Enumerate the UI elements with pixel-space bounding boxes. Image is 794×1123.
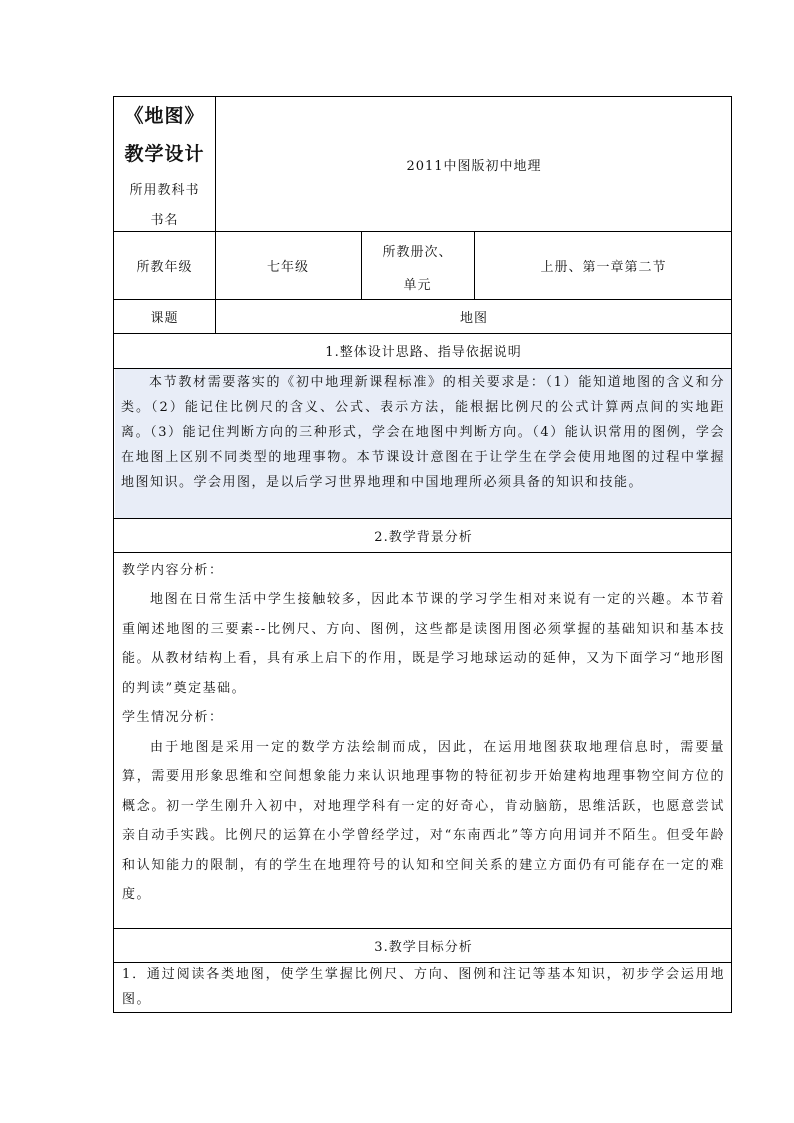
section1-highlight — [115, 369, 731, 518]
doc-title-line2: 教学设计 — [124, 143, 205, 165]
lesson-plan-table — [113, 96, 732, 1013]
section3-heading: 3.教学目标分析 — [374, 939, 473, 955]
volume-label-line1: 所教册次、 — [382, 245, 453, 260]
section1-heading: 1.整体设计思路、指导依据说明 — [325, 345, 522, 360]
topic-label: 课题 — [150, 310, 179, 326]
section1-body: 本节教材需要落实的《初中地理新课程标准》的相关要求是：（1）能知道地图的含义和分类。（2）能记住比例尺的含义、公式、表示方法，能根据比例尺的公式计算两点间的实地距离。（3）能记住判断方向的三种形式，学会在地图中判断方向。（4）能认识常用的图例，学会在地图上区别不同类型的地理事物。本节课设计意图在于让学生在学会使用地图的过程中掌握地图知识。学会用图，是以后学习世界地理和中国地理所必须具备的知识和技能。 — [121, 375, 725, 490]
topic-value: 地图 — [459, 310, 488, 326]
section2-body-cell — [114, 553, 733, 928]
student-analysis-body: 由于地图是采用一定的数学方法绘制而成，因此，在运用地图获取地理信息时，需要量算，需要用形象思维和空间想象能力来认识地理事物的特征初步开始建构地理事物空间方位的概念。初一学生刚升入初中，对地理学科有一定的好奇心，肯动脑筋，思维活跃，也愿意尝试亲自动手实践。比例尺的运算在小学曾经学过，对“东南西北”等方向用词并不陌生。但受年龄和认知能力的限制，有的学生在地理符号的认知和空间关系的建立方面仍有可能存在一定的难度。 — [122, 739, 725, 902]
grade-label: 所教年级 — [136, 259, 193, 275]
section2-heading: 2.教学背景分析 — [374, 529, 473, 545]
title-cell — [114, 97, 215, 231]
textbook-value: 2011中图版初中地理 — [406, 158, 542, 174]
section3-body-cell — [114, 963, 733, 1013]
section3-body: 1．通过阅读各类地图，使学生掌握比例尺、方向、图例和注记等基本知识，初步学会运用地图。 — [122, 967, 725, 1007]
textbook-label-line2: 书名 — [150, 213, 179, 228]
grade-value: 七年级 — [266, 259, 309, 275]
student-analysis-label: 学生情况分析： — [122, 710, 224, 725]
textbook-label-line1: 所用教科书 — [129, 183, 200, 198]
content-analysis-body: 地图在日常生活中学生接触较多，因此本节课的学习学生相对来说有一定的兴趣。本节着重阐述地图的三要素--比例尺、方向、图例，这些都是读图用图必须掌握的基础知识和基本技能。从教材结构上看，具有承上启下的作用，既是学习地球运动的延伸，又为下面学习“地形图的判读”奠定基础。 — [122, 592, 725, 696]
doc-title-line1: 《地图》 — [124, 105, 205, 127]
volume-label-cell — [361, 231, 474, 299]
volume-label-line2: 单元 — [403, 278, 432, 293]
content-analysis-label: 教学内容分析： — [122, 563, 224, 578]
volume-value: 上册、第一章第二节 — [540, 259, 667, 275]
